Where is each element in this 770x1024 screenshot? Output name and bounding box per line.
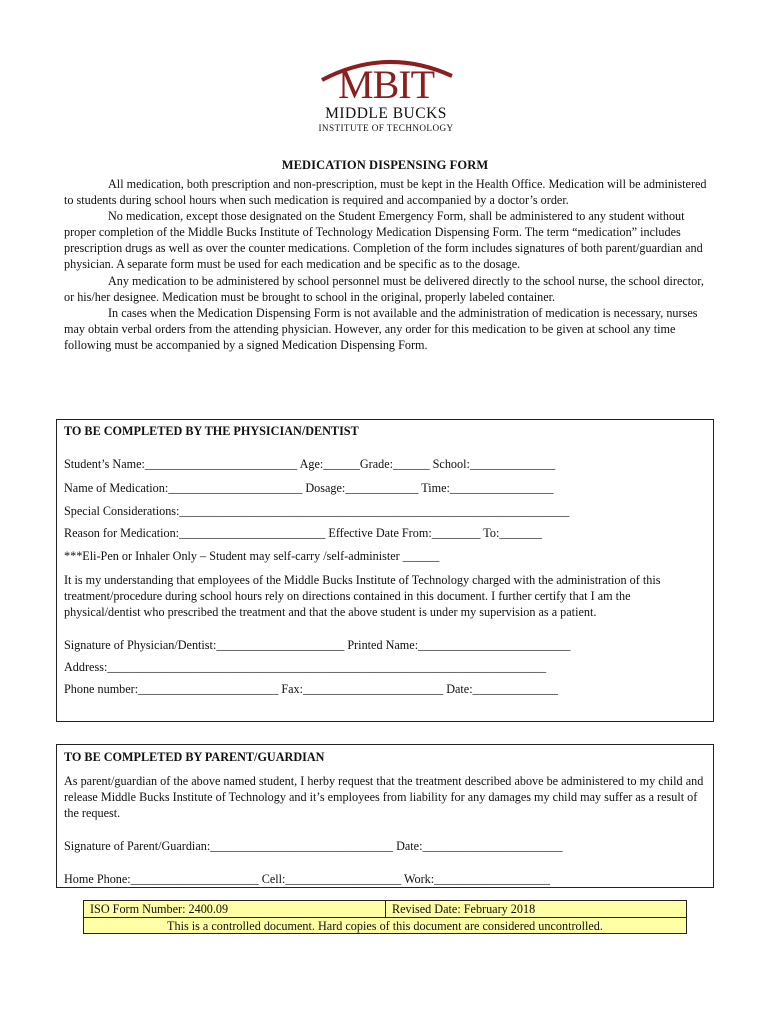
intro-paragraph-3: Any medication to be administered by school personnel must be delivered directly to the school nurse, the school director, or his/her designee. Medication must be brought to school in the original, properly labeled container. [64,273,704,304]
iso-footer [83,900,687,934]
iso-form-number: ISO Form Number: 2400.09 [90,902,229,916]
physician-section [56,419,714,722]
special-considerations-line[interactable]: Special Considerations:________________________________________________________________ [64,504,570,518]
epipen-line[interactable]: ***Eli-Pen or Inhaler Only – Student may self-carry /self-administer ______ [64,549,440,563]
mbit-logo-graphic [312,50,460,136]
mbit-logo [312,50,460,136]
parent-statement: As parent/guardian of the above named student, I herby request that the treatment described above be administered to my child and release Middle Bucks Institute of Technology and it’s employees from liability for any damages my child may suffer as a result of the request. [64,774,704,821]
intro-paragraph-2: No medication, except those designated on the Student Emergency Form, shall be administered to any student without proper completion of the Middle Bucks Institute of Technology Medication Dispensing Form. The term “medication” includes prescription drugs as well as over the counter medications. Completion of the form includes signatures of both parent/guardian and physician. A separate form must be used for each medication and be specific as to the dosage. [64,209,703,272]
parent-signature-line[interactable]: Signature of Parent/Guardian:______________________________ Date:_______________________ [64,839,563,853]
logo-line1: MIDDLE BUCKS [325,105,447,122]
intro-paragraph-1: All medication, both prescription and non-prescription, must be kept in the Health Office. Medication will be administered to students during school hours when such medication is required and accompanied by a doctor’s order. [64,177,707,208]
logo-line2: INSTITUTE OF TECHNOLOGY [318,123,454,133]
intro-paragraph-4: In cases when the Medication Dispensing Form is not available and the administration of medication is necessary, nurses may obtain verbal orders from the attending physician. However, any order for this medication to be given at school any time following must be accompanied by a signed Medication Dispensing Form. [64,305,698,352]
controlled-notice: This is a controlled document. Hard copies of this document are considered uncontrolled. [167,919,603,933]
physician-phone-line[interactable]: Phone number:_______________________ Fax:_______________________ Date:______________ [64,682,558,696]
revised-date: Revised Date: February 2018 [392,902,536,916]
page-title: MEDICATION DISPENSING FORM [281,158,489,172]
student-name-line[interactable]: Student’s Name:_________________________ Age:______Grade:______ School:______________ [64,457,556,471]
address-line[interactable]: Address:________________________________________________________________________ [64,660,547,674]
parent-heading: TO BE COMPLETED BY PARENT/GUARDIAN [64,750,325,764]
logo-mark: MBIT [338,62,434,107]
physician-signature-line[interactable]: Signature of Physician/Dentist:_____________________ Printed Name:_________________________ [64,638,571,652]
intro-section [64,176,708,353]
reason-line[interactable]: Reason for Medication:________________________ Effective Date From:________ To:_______ [64,526,543,540]
physician-statement: It is my understanding that employees of the Middle Bucks Institute of Technology charged with the administration of this treatment/procedure during school hours rely on directions contained in this document. I further certify that I am the physical/dentist who prescribed the treatment and that the above student is under my supervision as a patient. [64,573,661,620]
parent-phone-line[interactable]: Home Phone:_____________________ Cell:___________________ Work:___________________ [64,872,550,886]
parent-section [56,744,714,888]
footer-divider [385,901,386,917]
physician-heading: TO BE COMPLETED BY THE PHYSICIAN/DENTIST [64,424,359,438]
medication-name-line[interactable]: Name of Medication:______________________ Dosage:____________ Time:_________________ [64,481,554,495]
